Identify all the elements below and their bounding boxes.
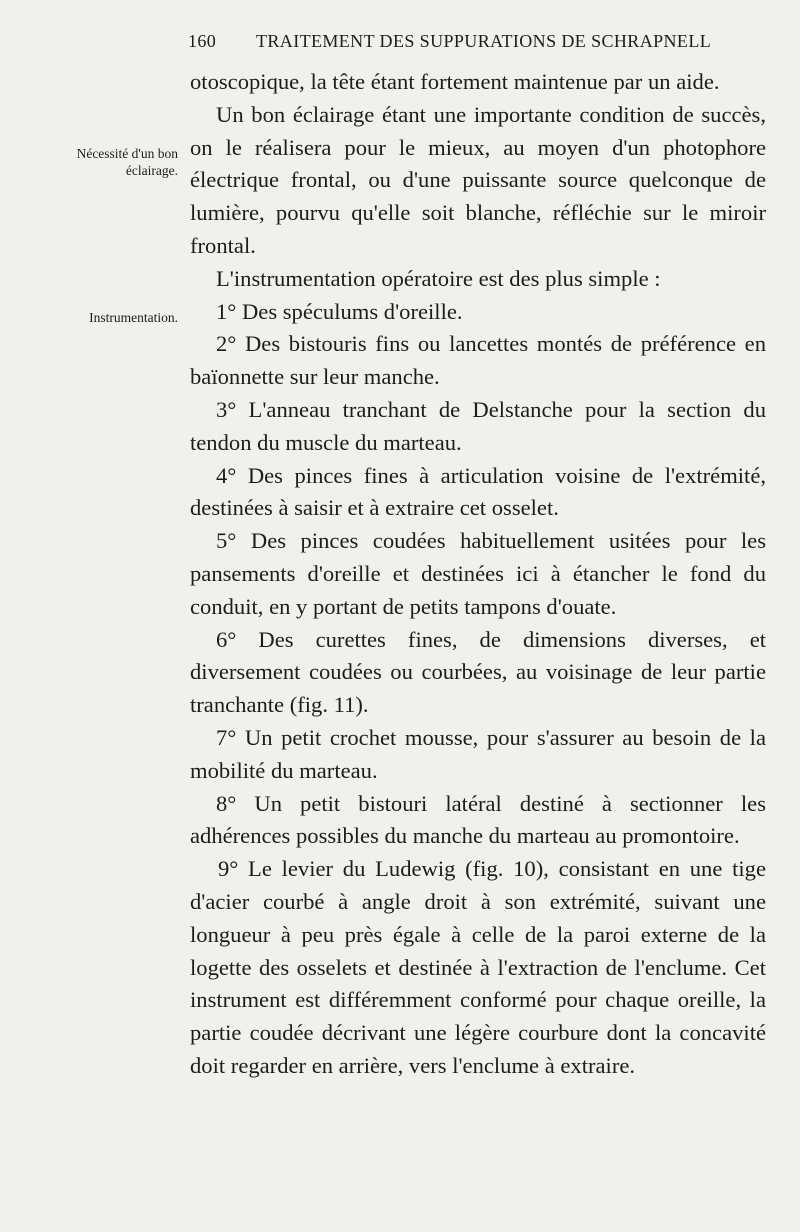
list-item-2: 2° Des bistouris fins ou lancettes montés de préférence en baïonnette sur leur manche. <box>190 331 766 390</box>
paragraph-continuation: otoscopique, la tête étant fortement maintenue par un aide. <box>190 69 720 94</box>
list-item-6: 6° Des curettes fines, de dimensions diverses, et diversement coudées ou courbées, au voisinage de leur partie tranchante (fig. 11). <box>190 626 766 718</box>
list-item-1: 1° Des spéculums d'oreille. <box>216 298 463 324</box>
list-item-9: 9° Le levier du Ludewig (fig. 10), consistant en une tige d'acier courbé à angle droit à son extrémité, suivant une longueur à peu près égale à celle de la paroi externe de la logette des osselets et destinée à l'extraction de l'enclume. Cet instrument est différemment conformé pour chaque oreille, la partie coudée décrivant une légère courbure dont la concavité doit regarder en arrière, vers l'enclume à extraire. <box>190 856 766 1078</box>
running-title: TRAITEMENT DES SUPPURATIONS DE SCHRAPNELL <box>256 31 712 51</box>
paragraph-instrumentation-intro: L'instrumentation opératoire est des plus simple : <box>216 265 661 291</box>
list-item-3: 3° L'anneau tranchant de Delstanche pour la section du tendon du muscle du marteau. <box>190 396 766 455</box>
page-number: 160 <box>188 31 217 51</box>
list-item-8: 8° Un petit bistouri latéral destiné à sectionner les adhérences possibles du manche du marteau au promontoire. <box>190 790 766 849</box>
margin-note-lighting: Nécessité d'un bon éclairage. <box>76 146 178 178</box>
list-item-4: 4° Des pinces fines à articulation voisine de l'extrémité, destinées à saisir et à extraire cet osselet. <box>190 462 766 521</box>
body-text <box>190 66 766 1083</box>
list-item-5: 5° Des pinces coudées habituellement usitées pour les pansements d'oreille et destinées ici à étancher le fond du conduit, en y portant de petits tampons d'ouate. <box>190 528 766 619</box>
margin-note-instrumentation: Instrumentation. <box>89 310 178 325</box>
running-header <box>188 31 768 55</box>
paragraph-lighting: Un bon éclairage étant une importante condition de succès, on le réalisera pour le mieux, au moyen d'un photophore électrique frontal, ou d'une puissante source quelconque de lumière, pourvu qu'elle soit blanche, réfléchie sur le miroir frontal. <box>190 101 766 258</box>
list-item-7: 7° Un petit crochet mousse, pour s'assurer au besoin de la mobilité du marteau. <box>190 724 766 783</box>
